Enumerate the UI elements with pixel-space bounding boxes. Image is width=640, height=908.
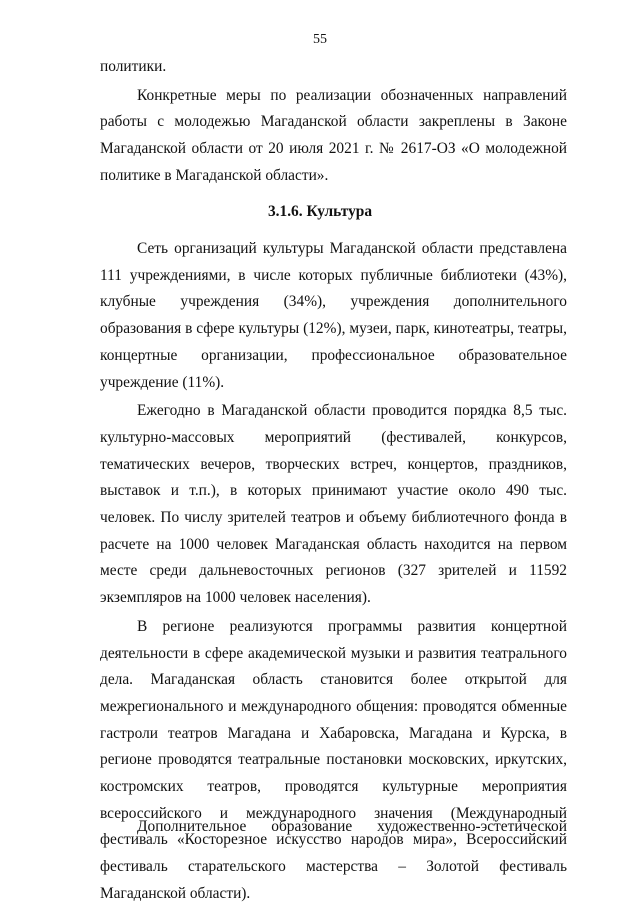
paragraph-continuation: политики. xyxy=(100,58,167,75)
paragraph-youth-law: Конкретные меры по реализации обозначенных направлений работы с молодежью Магаданской области закреплены в Законе Магаданской области от 20 июля 2021 г. № 2617-ОЗ «О молодежной политике в Магаданской области». xyxy=(100,86,567,184)
culture-section-text xyxy=(100,236,567,908)
intro-text xyxy=(100,54,567,190)
word-3: художественно-эстетической xyxy=(377,818,567,835)
paragraph-additional-education-start xyxy=(100,814,567,841)
paragraph-cultural-events: Ежегодно в Магаданской области проводится порядка 8,5 тыс. культурно-массовых мероприятий (фестивалей, конкурсов, тематических вечеров, творческих встреч, концертов, праздников, выставок и т.п.), в которых принимают участие около 490 тыс. человек. По числу зрителей театров и объему библиотечного фонда в расчете на 1000 человек Магаданская область находится на первом месте среди дальневосточных регионов (327 зрителей и 11592 экземпляров на 1000 человек населения). xyxy=(100,402,567,607)
paragraph-culture-network: Сеть организаций культуры Магаданской области представлена 111 учреждениями, в числе которых публичные библиотеки (43%), клубные учреждения (34%), учреждения дополнительного образования в сфере культуры (12%), музеи, парк, кинотеатры, театры, концертные организации, профессиональное образовательное учреждение (11%). xyxy=(100,240,567,391)
word-2: образование xyxy=(271,818,353,835)
word-1: Дополнительное xyxy=(137,818,247,835)
page-number: 55 xyxy=(313,32,327,47)
section-heading: 3.1.6. Культура xyxy=(267,203,373,220)
paragraph-concert-theatre: В регионе реализуются программы развития концертной деятельности в сфере академической музыки и развития театрального дела. Магаданская область становится более открытой для межрегионального и международного общения: проводятся обменные гастроли театров Магадана и Хабаровска, Магадана и Курска, в регионе проводятся театральные постановки московских, иркутских, костромских театров, проводятся культурные мероприятия всероссийского и международного значения (Международный фестиваль «Косторезное искусство народов мира», Всероссийский фестиваль старательского мастерства – Золотой фестиваль Магаданской области). xyxy=(100,617,567,902)
